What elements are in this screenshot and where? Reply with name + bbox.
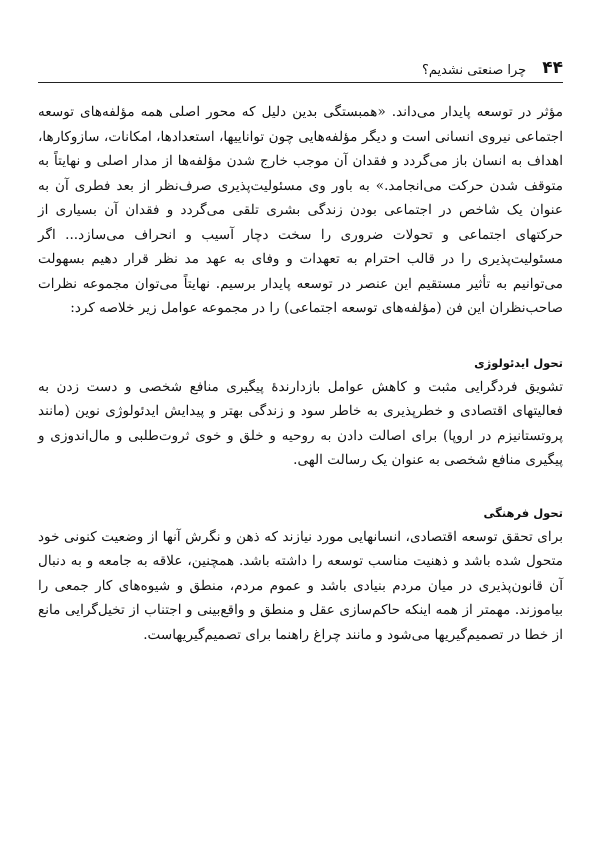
section-heading-ideology: تحول ایدئولوژی	[474, 355, 563, 370]
page-number: ۴۴	[542, 58, 563, 78]
page-body	[38, 100, 563, 647]
section-paragraph-culture: برای تحقق توسعه اقتصادی، انسانهایی مورد نیازند که ذهن و نگرش آنها از وضعیت کنونی خود متحول شده باشد و ذهنیت مناسب توسعه را داشته باشد. همچنین، علاقه به جامعه و به دنبال آن قانون‌پذیری در میان مردم بنیادی باشد و عموم مردم، منطق و شیوه‌های کار جمعی را بیاموزند. مهمتر از همه اینکه حاکم‌سازی عقل و منطق و واقع‌بینی و اجتناب از تخیل‌گرایی مانع از خطا در تصمیم‌گیریها می‌شود و مانند چراغ راهنما برای تصمیم‌گیریهاست.	[38, 528, 563, 643]
intro-paragraph: مؤثر در توسعه پایدار می‌داند. «همبستگی بدین دلیل که محور اصلی همه مؤلفه‌های توسعه اجتماعی نیروی انسانی است و دیگر مؤلفه‌هایی چون تواناییها، استعدادها، امکانات، سازوکارها، اهداف به انسان باز می‌گردد و فقدان آن موجب خارج شدن مؤلفه‌ها از مدار اصلی و نهایتاً به متوقف شدن حرکت می‌انجامد.» به باور وی مسئولیت‌پذیری صرف‌نظر از بعد فطری آن به عنوان یک شاخص در اجتماعی بودن زندگی بشری تلقی می‌گردد و فقدان آن بسیاری از حرکتهای اجتماعی و تحولات ضروری را سخت دچار آسیب و انحراف می‌سازد... اگر مسئولیت‌پذیری را در قالب احترام به تعهدات و وفای به عهد مد نظر قرار دهیم بسهولت می‌توانیم به تأثیر مستقیم این عنصر در توسعه پایدار برسیم. نهایتاً می‌توان مجموعه نظرات صاحب‌نظران این فن (مؤلفه‌های توسعه اجتماعی) را در مجموعه عوامل زیر خلاصه کرد:	[38, 104, 563, 316]
section-paragraph-ideology: تشویق فردگرایی مثبت و کاهش عوامل بازدارندهٔ پیگیری منافع شخصی و دست زدن به فعالیتهای اقتصادی و خطرپذیری به خاطر سود و زندگی بهتر و پیدایش ایدئولوژی نوین (مانند پروتستانیزم در اروپا) برای اصالت دادن به روحیه و خلق و خوی ثروت‌طلبی و مال‌اندوزی و پیگیری منافع شخصی به عنوان یک رسالت الهی.	[38, 378, 563, 468]
page-header	[38, 44, 563, 83]
section-heading-culture: تحول فرهنگی	[483, 505, 563, 520]
running-title: چرا صنعتی نشدیم؟	[421, 63, 527, 78]
